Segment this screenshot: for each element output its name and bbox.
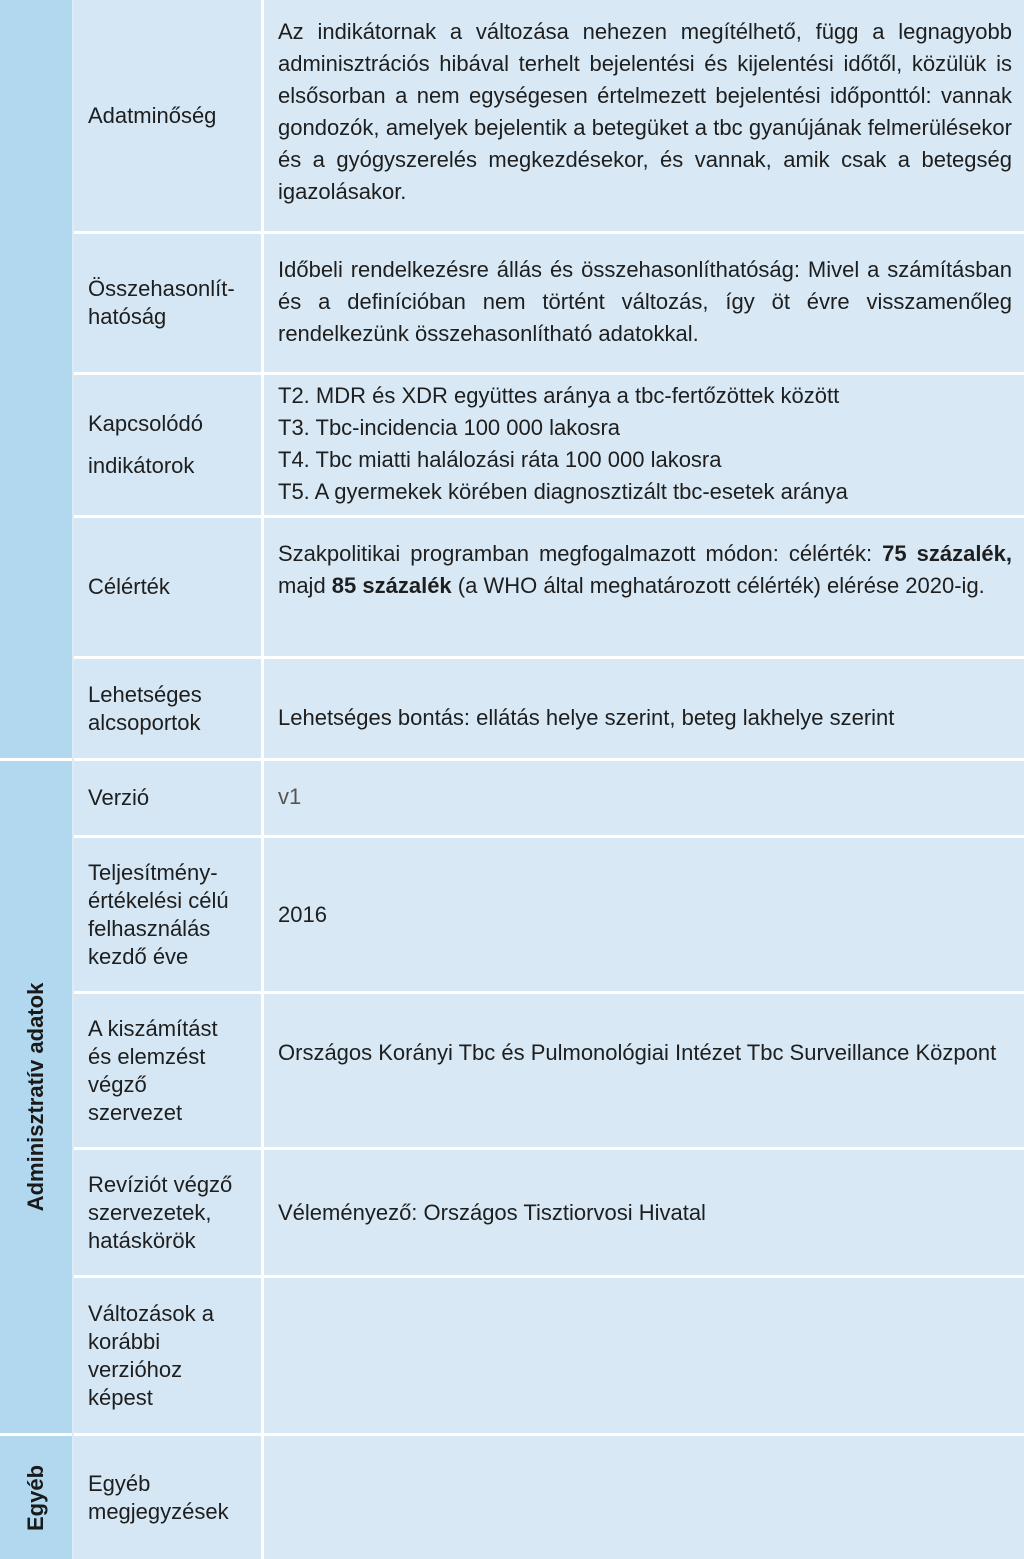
- row-version: [74, 761, 1024, 838]
- row-notes: [74, 1436, 1024, 1559]
- row-label: [74, 659, 264, 758]
- subgroups-label: Lehetséges alcsoportok: [88, 681, 202, 735]
- row-value: [264, 1150, 1024, 1275]
- row-related-indicators: [74, 375, 1024, 518]
- row-comparability: [74, 234, 1024, 375]
- related-item: T2. MDR és XDR együttes aránya a tbc-fertőzöttek között: [278, 383, 840, 408]
- performance-text: 2016: [278, 901, 327, 927]
- target-text: [278, 538, 1012, 602]
- row-revision-org: [74, 1150, 1024, 1278]
- data-quality-label: Adatminőség: [88, 102, 217, 128]
- row-calculating-org: [74, 994, 1024, 1150]
- version-label: Verzió: [88, 785, 150, 810]
- subgroups-text: Lehetséges bontás: ellátás helye szerint, beteg lakhelye szerint: [278, 704, 895, 730]
- revision-org-label: Revíziót végző szervezetek, hatáskörök: [88, 1171, 233, 1253]
- target-value-85: 85 százalék: [331, 573, 452, 598]
- comparability-text: Időbeli rendelkezésre állás és összehasonlíthatóság: Mivel a számításban és a definícióban nem történt változás, így öt évre visszamenőleg rendelkezünk összehasonlítható adatokkal.: [278, 257, 1012, 346]
- related-label-line2: indikátorok: [88, 453, 195, 478]
- row-value: [264, 761, 1024, 835]
- row-label: [74, 1278, 264, 1433]
- version-text: v1: [278, 784, 302, 809]
- row-value: [264, 838, 1024, 991]
- row-label: [74, 761, 264, 835]
- notes-label: Egyéb megjegyzések: [88, 1470, 229, 1524]
- related-item: T3. Tbc-incidencia 100 000 lakosra: [278, 415, 621, 440]
- row-value: [264, 518, 1024, 656]
- row-label: [74, 994, 264, 1147]
- calculating-org-text: Országos Korányi Tbc és Pulmonológiai Intézet Tbc Surveillance Központ: [278, 1040, 997, 1065]
- sidebar-admin-section: [0, 761, 72, 1433]
- row-value: [264, 375, 1024, 515]
- target-value-75: 75 százalék,: [882, 541, 1013, 566]
- sidebar-other-section: [0, 1436, 72, 1559]
- row-target: [74, 518, 1024, 659]
- row-value: [264, 994, 1024, 1147]
- row-label: [74, 518, 264, 656]
- row-subgroups: [74, 659, 1024, 761]
- sidebar-admin-label: Adminisztratív adatok: [23, 982, 48, 1212]
- row-data-quality: [74, 0, 1024, 234]
- row-changes: [74, 1278, 1024, 1436]
- row-label: [74, 838, 264, 991]
- calculating-org-label: A kiszámítást és elemzést végző szervezet: [88, 1015, 218, 1125]
- row-label: [74, 234, 264, 372]
- row-label: [74, 1150, 264, 1275]
- target-text-part: (a WHO által meghatározott célérték) elérése 2020-ig.: [451, 573, 985, 598]
- target-text-part: majd: [278, 573, 332, 598]
- row-performance-year: [74, 838, 1024, 994]
- row-label: [74, 375, 264, 515]
- related-label-line1: Kapcsolódó: [88, 411, 203, 436]
- target-label: Célérték: [88, 574, 170, 599]
- sidebar-top-blank: [0, 0, 72, 758]
- row-value: [264, 659, 1024, 758]
- performance-label: Teljesítmény-értékelési célú felhasználás kezdő éve: [88, 859, 229, 969]
- row-value: [264, 1436, 1024, 1559]
- comparability-label: Összehasonlít-hatóság: [88, 276, 235, 329]
- revision-org-text: Véleményező: Országos Tisztiorvosi Hivatal: [278, 1199, 706, 1225]
- row-value: [264, 0, 1024, 231]
- changes-label: Változások a korábbi verzióhoz képest: [88, 1300, 214, 1410]
- related-item: T4. Tbc miatti halálozási ráta 100 000 lakosra: [278, 447, 722, 472]
- related-item: T5. A gyermekek körében diagnosztizált tbc-esetek aránya: [278, 479, 848, 504]
- data-quality-text: Az indikátornak a változása nehezen megítélhető, függ a legnagyobb adminisztrációs hibával terhelt bejelentési és kijelentési időtől, közülük is elsősorban a nem egységesen értelmezett bejelentési időponttól: vannak gondozók, amelyek bejelentik a betegüket a tbc gyanújának felmerülésekor és a gyógyszerelés megkezdésekor, és vannak, amik csak a betegség igazolásakor.: [278, 19, 1012, 204]
- row-label: [74, 0, 264, 231]
- row-label: [74, 1436, 264, 1559]
- row-value: [264, 234, 1024, 372]
- target-text-part: Szakpolitikai programban megfogalmazott módon: célérték:: [278, 541, 883, 566]
- row-value: [264, 1278, 1024, 1433]
- sidebar-other-label: Egyéb: [23, 1464, 48, 1531]
